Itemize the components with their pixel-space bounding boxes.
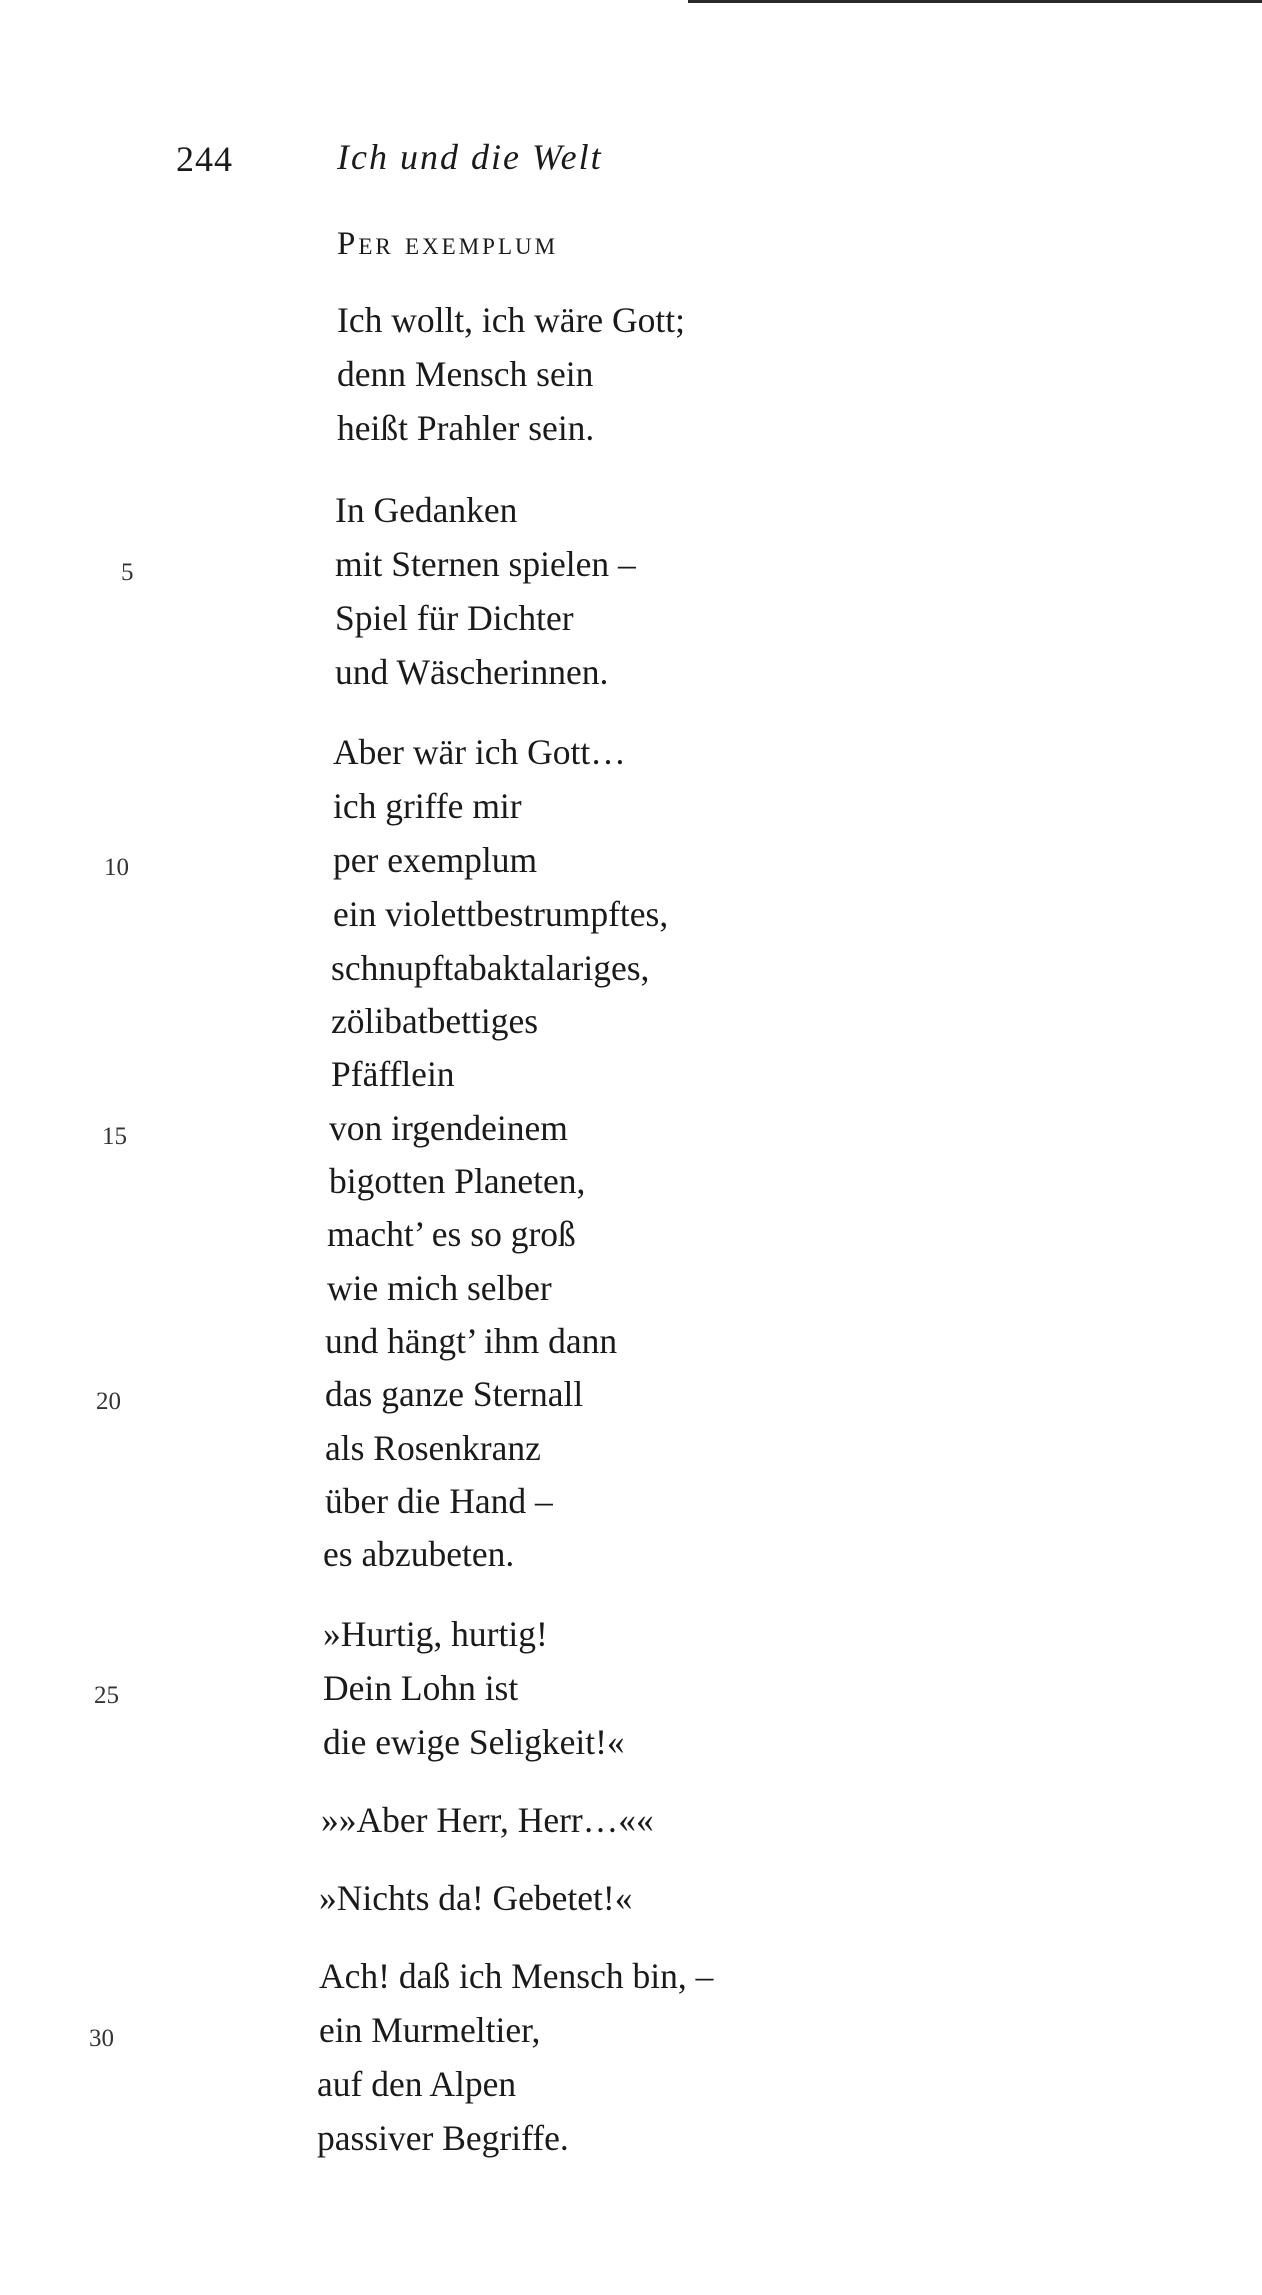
line-number: 20 [96, 1388, 121, 1415]
poem-line: von irgendeinem [329, 1108, 568, 1148]
poem-line: heißt Prahler sein. [337, 408, 595, 448]
poem-line: »Hurtig, hurtig! [323, 1614, 548, 1654]
poem-line: bigotten Planeten, [329, 1161, 586, 1201]
poem-line: das ganze Sternall [325, 1374, 584, 1414]
poem-line: wie mich selber [327, 1268, 552, 1308]
poem-line: denn Mensch sein [337, 354, 594, 394]
line-number: 5 [121, 559, 134, 586]
poem-line: per exemplum [333, 840, 538, 880]
running-head: Ich und die Welt [337, 137, 603, 177]
poem-line: ein Murmeltier, [319, 2010, 541, 2050]
poem-line: ich griffe mir [333, 786, 522, 826]
line-number: 10 [104, 854, 129, 881]
poem-line: zölibatbettiges [331, 1001, 539, 1041]
poem-line: »»Aber Herr, Herr…«« [321, 1800, 654, 1840]
poem-line: passiver Begriffe. [317, 2118, 569, 2158]
poem-line: mit Sternen spielen – [335, 544, 636, 584]
poem-line: In Gedanken [335, 490, 518, 530]
poem-line: die ewige Seligkeit!« [323, 1722, 625, 1762]
poem-line: Aber wär ich Gott… [333, 732, 626, 772]
poem-line: schnupftabaktalariges, [331, 948, 650, 988]
poem-line: es abzubeten. [323, 1534, 515, 1574]
line-number: 25 [94, 1682, 119, 1709]
poem-line: ein violettbestrumpftes, [333, 894, 669, 934]
poem-line: und hängt’ ihm dann [325, 1321, 618, 1361]
poem-line: Spiel für Dichter [335, 598, 574, 638]
poem-title: Per exemplum [337, 226, 559, 262]
poem-line: auf den Alpen [317, 2064, 517, 2104]
line-number: 15 [102, 1123, 127, 1150]
line-number: 30 [89, 2025, 114, 2052]
poem-line: und Wäscherinnen. [335, 652, 609, 692]
poem-line: »Nichts da! Gebetet!« [319, 1878, 633, 1918]
poem-line: Pfäfflein [331, 1054, 455, 1094]
poem-line: Dein Lohn ist [323, 1668, 519, 1708]
poem-line: macht’ es so groß [327, 1214, 576, 1254]
poem-line: über die Hand – [325, 1481, 553, 1521]
poem-line: Ich wollt, ich wäre Gott; [337, 300, 685, 340]
poem-line: als Rosenkranz [325, 1428, 541, 1468]
page-number: 244 [176, 139, 233, 179]
poem-line: Ach! daß ich Mensch bin, – [319, 1956, 714, 1996]
